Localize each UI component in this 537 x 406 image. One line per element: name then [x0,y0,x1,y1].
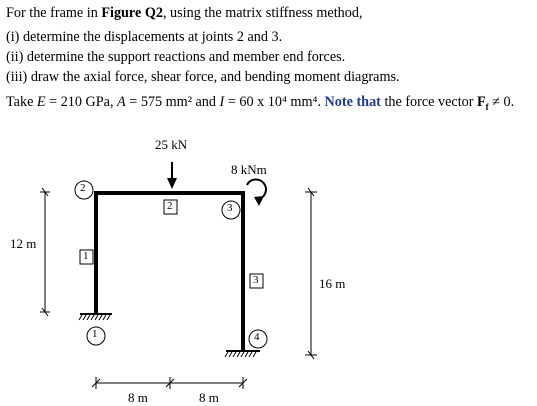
task-i: (i) determine the displacements at joints 2 and 3. [6,29,283,45]
node-label-1: 1 [92,328,98,340]
node-label-4: 4 [254,331,260,343]
note-label: Note that [324,94,381,110]
right-height-label: 16 m [319,276,346,291]
fixed-support-1 [79,314,112,320]
applied-moment-arrow [247,179,266,206]
problem-intro: For the frame in Figure Q2, using the matrix stiffness method, [6,5,363,21]
figure-reference: Figure Q2 [101,5,163,21]
member-label-2: 2 [167,200,173,212]
span-right-label: 8 m [199,390,219,405]
node-label-3: 3 [227,202,233,214]
node-label-2: 2 [80,182,86,194]
point-load-arrow [167,162,177,189]
dimension-right-height [305,188,317,359]
given-properties: Take E = 210 GPa, A = 575 mm² and I = 60 x 10⁴ mm⁴. Note that the force vector $F_f \ne 0$. [6,94,515,112]
dimension-left-height [40,188,50,316]
fixed-support-4 [225,351,260,357]
task-iii: (iii) draw the axial force, shear force, and bending moment diagrams. [6,69,400,85]
moment-load-label: 8 kNm [231,162,267,177]
left-height-label: 12 m [10,236,37,251]
member-label-3: 3 [253,274,259,286]
member-label-1: 1 [83,250,89,262]
point-load-label: 25 kN [155,137,188,152]
dimension-span [92,377,247,389]
force-vector-symbol: $F_f$ [477,94,489,112]
span-left-label: 8 m [128,390,148,405]
task-ii: (ii) determine the support reactions and member end forces. [6,49,346,65]
